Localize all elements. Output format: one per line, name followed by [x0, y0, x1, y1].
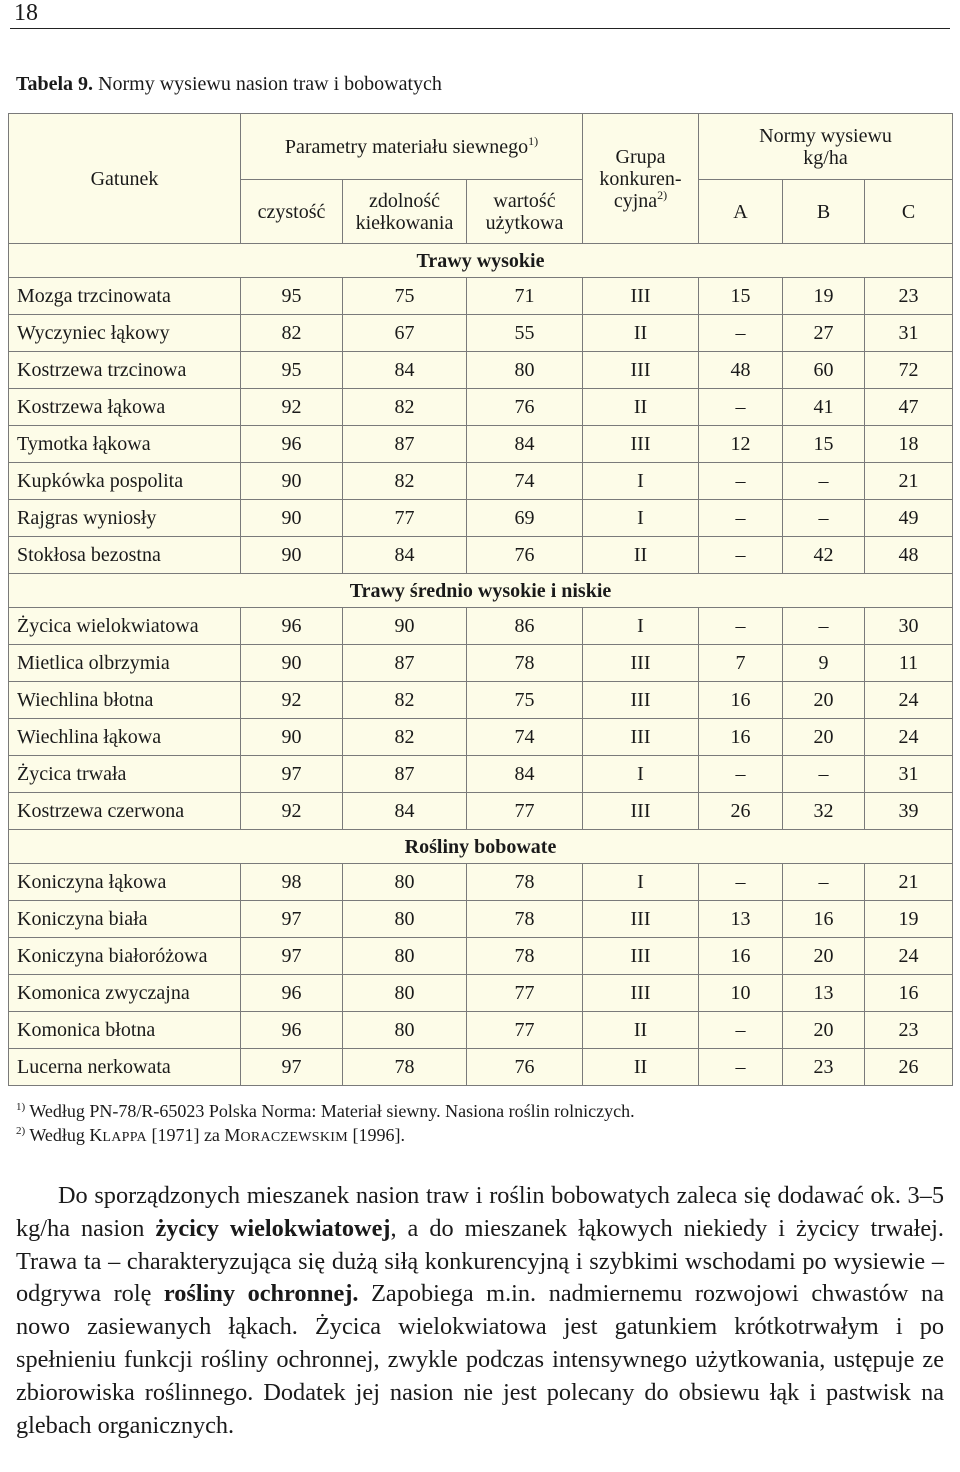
header-grupa-footnote-mark: 2)	[657, 187, 668, 202]
value-cell: II	[583, 315, 699, 352]
value-cell: 95	[241, 352, 343, 389]
footnotes	[16, 1099, 635, 1150]
table-row	[9, 793, 953, 830]
table-row	[9, 537, 953, 574]
value-cell: 78	[467, 938, 583, 975]
table-row	[9, 901, 953, 938]
value-cell: III	[583, 719, 699, 756]
value-cell: –	[699, 864, 783, 901]
header-rule	[10, 28, 950, 29]
value-cell: 21	[865, 864, 953, 901]
caption-label: Tabela 9.	[16, 73, 94, 95]
species-name-cell: Kupkówka pospolita	[9, 463, 241, 500]
value-cell: III	[583, 645, 699, 682]
value-cell: 10	[699, 975, 783, 1012]
value-cell: –	[699, 537, 783, 574]
species-name-cell: Wiechlina błotna	[9, 682, 241, 719]
value-cell: I	[583, 756, 699, 793]
value-cell: 82	[343, 682, 467, 719]
value-cell: 87	[343, 426, 467, 463]
value-cell: 97	[241, 938, 343, 975]
header-params-footnote-mark: 1)	[528, 133, 539, 148]
value-cell: 86	[467, 608, 583, 645]
value-cell: 74	[467, 463, 583, 500]
value-cell: 96	[241, 426, 343, 463]
value-cell: 87	[343, 645, 467, 682]
value-cell: II	[583, 537, 699, 574]
value-cell: 67	[343, 315, 467, 352]
value-cell: 47	[865, 389, 953, 426]
header-normy: Normy wysiewu kg/ha	[699, 114, 953, 180]
value-cell: 84	[343, 793, 467, 830]
value-cell: –	[699, 500, 783, 537]
value-cell: 82	[343, 463, 467, 500]
table-row	[9, 756, 953, 793]
value-cell: 71	[467, 278, 583, 315]
value-cell: 20	[783, 719, 865, 756]
table-row	[9, 608, 953, 645]
value-cell: 20	[783, 682, 865, 719]
value-cell: 78	[343, 1049, 467, 1086]
value-cell: 13	[699, 901, 783, 938]
table-body	[9, 244, 953, 1086]
value-cell: 97	[241, 1049, 343, 1086]
value-cell: 60	[783, 352, 865, 389]
value-cell: 31	[865, 315, 953, 352]
table-row	[9, 315, 953, 352]
value-cell: 7	[699, 645, 783, 682]
value-cell: 74	[467, 719, 583, 756]
value-cell: 84	[467, 756, 583, 793]
value-cell: 78	[467, 645, 583, 682]
value-cell: 41	[783, 389, 865, 426]
header-a: A	[699, 180, 783, 244]
species-name-cell: Wiechlina łąkowa	[9, 719, 241, 756]
value-cell: 32	[783, 793, 865, 830]
seeding-norms-table	[8, 113, 953, 1086]
footnote-2: $^{2)}$ Według KLAPPA [1971] za MORACZEWSKIM [1996].	[16, 1125, 405, 1145]
value-cell: 77	[343, 500, 467, 537]
value-cell: 77	[467, 975, 583, 1012]
table-row	[9, 975, 953, 1012]
species-name-cell: Życica trwała	[9, 756, 241, 793]
value-cell: III	[583, 426, 699, 463]
value-cell: –	[699, 315, 783, 352]
value-cell: III	[583, 975, 699, 1012]
value-cell: –	[783, 500, 865, 537]
value-cell: 90	[241, 463, 343, 500]
species-name-cell: Kostrzewa trzcinowa	[9, 352, 241, 389]
emphasis-roslina-ochronna: rośliny ochronnej.	[163, 1280, 359, 1308]
value-cell: 95	[241, 278, 343, 315]
section-title: Trawy wysokie	[9, 244, 953, 278]
value-cell: 69	[467, 500, 583, 537]
value-cell: 42	[783, 537, 865, 574]
header-params-group: Parametry materiału siewnego$^{1)}$	[241, 114, 583, 180]
value-cell: I	[583, 463, 699, 500]
value-cell: 16	[865, 975, 953, 1012]
header-czystosc: czystość	[241, 180, 343, 244]
value-cell: 48	[699, 352, 783, 389]
value-cell: 24	[865, 719, 953, 756]
value-cell: –	[699, 1012, 783, 1049]
value-cell: 18	[865, 426, 953, 463]
table-row	[9, 719, 953, 756]
value-cell: 97	[241, 756, 343, 793]
value-cell: 21	[865, 463, 953, 500]
value-cell: II	[583, 1049, 699, 1086]
value-cell: 31	[865, 756, 953, 793]
species-name-cell: Tymotka łąkowa	[9, 426, 241, 463]
emphasis-zycica: życicy wielokwiatowej	[155, 1214, 391, 1242]
value-cell: –	[699, 463, 783, 500]
value-cell: 15	[783, 426, 865, 463]
header-c: C	[865, 180, 953, 244]
value-cell: 90	[241, 645, 343, 682]
value-cell: 23	[783, 1049, 865, 1086]
value-cell: 80	[467, 352, 583, 389]
section-row	[9, 830, 953, 864]
value-cell: 90	[241, 500, 343, 537]
table-row	[9, 500, 953, 537]
header-zdolnosc: zdolność kiełkowania	[343, 180, 467, 244]
species-name-cell: Koniczyna biała	[9, 901, 241, 938]
value-cell: 24	[865, 938, 953, 975]
value-cell: –	[699, 756, 783, 793]
value-cell: –	[783, 463, 865, 500]
value-cell: 16	[699, 719, 783, 756]
value-cell: 82	[241, 315, 343, 352]
value-cell: 16	[783, 901, 865, 938]
value-cell: 15	[699, 278, 783, 315]
value-cell: 80	[343, 864, 467, 901]
value-cell: 87	[343, 756, 467, 793]
value-cell: 16	[699, 682, 783, 719]
value-cell: 11	[865, 645, 953, 682]
value-cell: 84	[343, 352, 467, 389]
value-cell: 97	[241, 901, 343, 938]
table-row	[9, 389, 953, 426]
table-row	[9, 645, 953, 682]
value-cell: 72	[865, 352, 953, 389]
value-cell: 82	[343, 719, 467, 756]
species-name-cell: Komonica zwyczajna	[9, 975, 241, 1012]
species-name-cell: Wyczyniec łąkowy	[9, 315, 241, 352]
value-cell: 20	[783, 1012, 865, 1049]
value-cell: 80	[343, 901, 467, 938]
section-row	[9, 244, 953, 278]
table-row	[9, 682, 953, 719]
value-cell: I	[583, 864, 699, 901]
species-name-cell: Stokłosa bezostna	[9, 537, 241, 574]
value-cell: 78	[467, 901, 583, 938]
value-cell: 96	[241, 608, 343, 645]
value-cell: I	[583, 608, 699, 645]
value-cell: 26	[865, 1049, 953, 1086]
value-cell: III	[583, 682, 699, 719]
value-cell: 92	[241, 682, 343, 719]
value-cell: III	[583, 938, 699, 975]
value-cell: 55	[467, 315, 583, 352]
value-cell: –	[783, 864, 865, 901]
value-cell: 27	[783, 315, 865, 352]
body-paragraph: Do sporządzonych mieszanek nasion traw i roślin bobowatych zaleca się dodawać ok. 3–5 kg/ha nasion życicy wielokwiatowej, a do mieszanek łąkowych niekiedy i życicy trwałej. Trawa ta – charakteryzująca się dużą siłą konkurencyjną i szybkimi wschodami po wysiewie – odgrywa rolę rośliny ochronnej. Zapobiega m.in. nadmiernemu rozwojowi chwastów na nowo zasiewanych łąkach. Życica wielokwiatowa jest gatunkiem krótkotrwałym i po spełnieniu funkcji rośliny ochronnej, zwykle podczas intensywnego użytkowania, ustępuje ze zbiorowiska roślinnego. Dodatek jej nasion nie jest polecany do obsiewu łąk i pastwisk na glebach organicznych.	[16, 1182, 944, 1439]
value-cell: 92	[241, 389, 343, 426]
value-cell: 49	[865, 500, 953, 537]
value-cell: 78	[467, 864, 583, 901]
value-cell: II	[583, 1012, 699, 1049]
value-cell: II	[583, 389, 699, 426]
species-name-cell: Rajgras wyniosły	[9, 500, 241, 537]
caption-text: Normy wysiewu nasion traw i bobowatych	[93, 73, 442, 95]
value-cell: 84	[343, 537, 467, 574]
species-name-cell: Koniczyna łąkowa	[9, 864, 241, 901]
species-name-cell: Mietlica olbrzymia	[9, 645, 241, 682]
value-cell: 90	[241, 719, 343, 756]
value-cell: 39	[865, 793, 953, 830]
table-row	[9, 1049, 953, 1086]
value-cell: 9	[783, 645, 865, 682]
value-cell: 77	[467, 1012, 583, 1049]
value-cell: 80	[343, 938, 467, 975]
value-cell: 84	[467, 426, 583, 463]
table-caption	[16, 73, 442, 96]
section-title: Rośliny bobowate	[9, 830, 953, 864]
value-cell: 26	[699, 793, 783, 830]
section-row	[9, 574, 953, 608]
value-cell: I	[583, 500, 699, 537]
table-row	[9, 938, 953, 975]
species-name-cell: Kostrzewa czerwona	[9, 793, 241, 830]
value-cell: III	[583, 793, 699, 830]
species-name-cell: Mozga trzcinowata	[9, 278, 241, 315]
value-cell: 77	[467, 793, 583, 830]
value-cell: 80	[343, 975, 467, 1012]
value-cell: 82	[343, 389, 467, 426]
species-name-cell: Życica wielokwiatowa	[9, 608, 241, 645]
section-title: Trawy średnio wysokie i niskie	[9, 574, 953, 608]
value-cell: 20	[783, 938, 865, 975]
value-cell: 13	[783, 975, 865, 1012]
value-cell: 76	[467, 1049, 583, 1086]
value-cell: 96	[241, 1012, 343, 1049]
value-cell: 23	[865, 278, 953, 315]
value-cell: 90	[241, 537, 343, 574]
header-wartosc: wartość użytkowa	[467, 180, 583, 244]
value-cell: 30	[865, 608, 953, 645]
value-cell: 80	[343, 1012, 467, 1049]
value-cell: 76	[467, 389, 583, 426]
species-name-cell: Lucerna nerkowata	[9, 1049, 241, 1086]
value-cell: 12	[699, 426, 783, 463]
value-cell: III	[583, 901, 699, 938]
table-row	[9, 352, 953, 389]
value-cell: 19	[865, 901, 953, 938]
value-cell: 76	[467, 537, 583, 574]
value-cell: III	[583, 278, 699, 315]
value-cell: 23	[865, 1012, 953, 1049]
value-cell: –	[783, 756, 865, 793]
value-cell: 16	[699, 938, 783, 975]
table-row	[9, 426, 953, 463]
value-cell: 19	[783, 278, 865, 315]
table-row	[9, 1012, 953, 1049]
species-name-cell: Koniczyna białoróżowa	[9, 938, 241, 975]
value-cell: 48	[865, 537, 953, 574]
value-cell: 75	[467, 682, 583, 719]
value-cell: 90	[343, 608, 467, 645]
species-name-cell: Kostrzewa łąkowa	[9, 389, 241, 426]
value-cell: 96	[241, 975, 343, 1012]
table-row	[9, 864, 953, 901]
value-cell: –	[699, 608, 783, 645]
value-cell: III	[583, 352, 699, 389]
header-gatunek: Gatunek	[9, 114, 241, 244]
table-row	[9, 278, 953, 315]
value-cell: 75	[343, 278, 467, 315]
header-grupa: Grupa konkuren- cyjna$^{2)}$	[583, 114, 699, 244]
value-cell: 98	[241, 864, 343, 901]
value-cell: 24	[865, 682, 953, 719]
footnote-1: $^{1)}$ Według PN-78/R-65023 Polska Norma: Materiał siewny. Nasiona roślin rolniczych.	[16, 1101, 635, 1121]
page-number: 18	[14, 0, 38, 26]
value-cell: –	[699, 1049, 783, 1086]
species-name-cell: Komonica błotna	[9, 1012, 241, 1049]
value-cell: –	[699, 389, 783, 426]
table-row	[9, 463, 953, 500]
value-cell: 92	[241, 793, 343, 830]
header-b: B	[783, 180, 865, 244]
value-cell: –	[783, 608, 865, 645]
